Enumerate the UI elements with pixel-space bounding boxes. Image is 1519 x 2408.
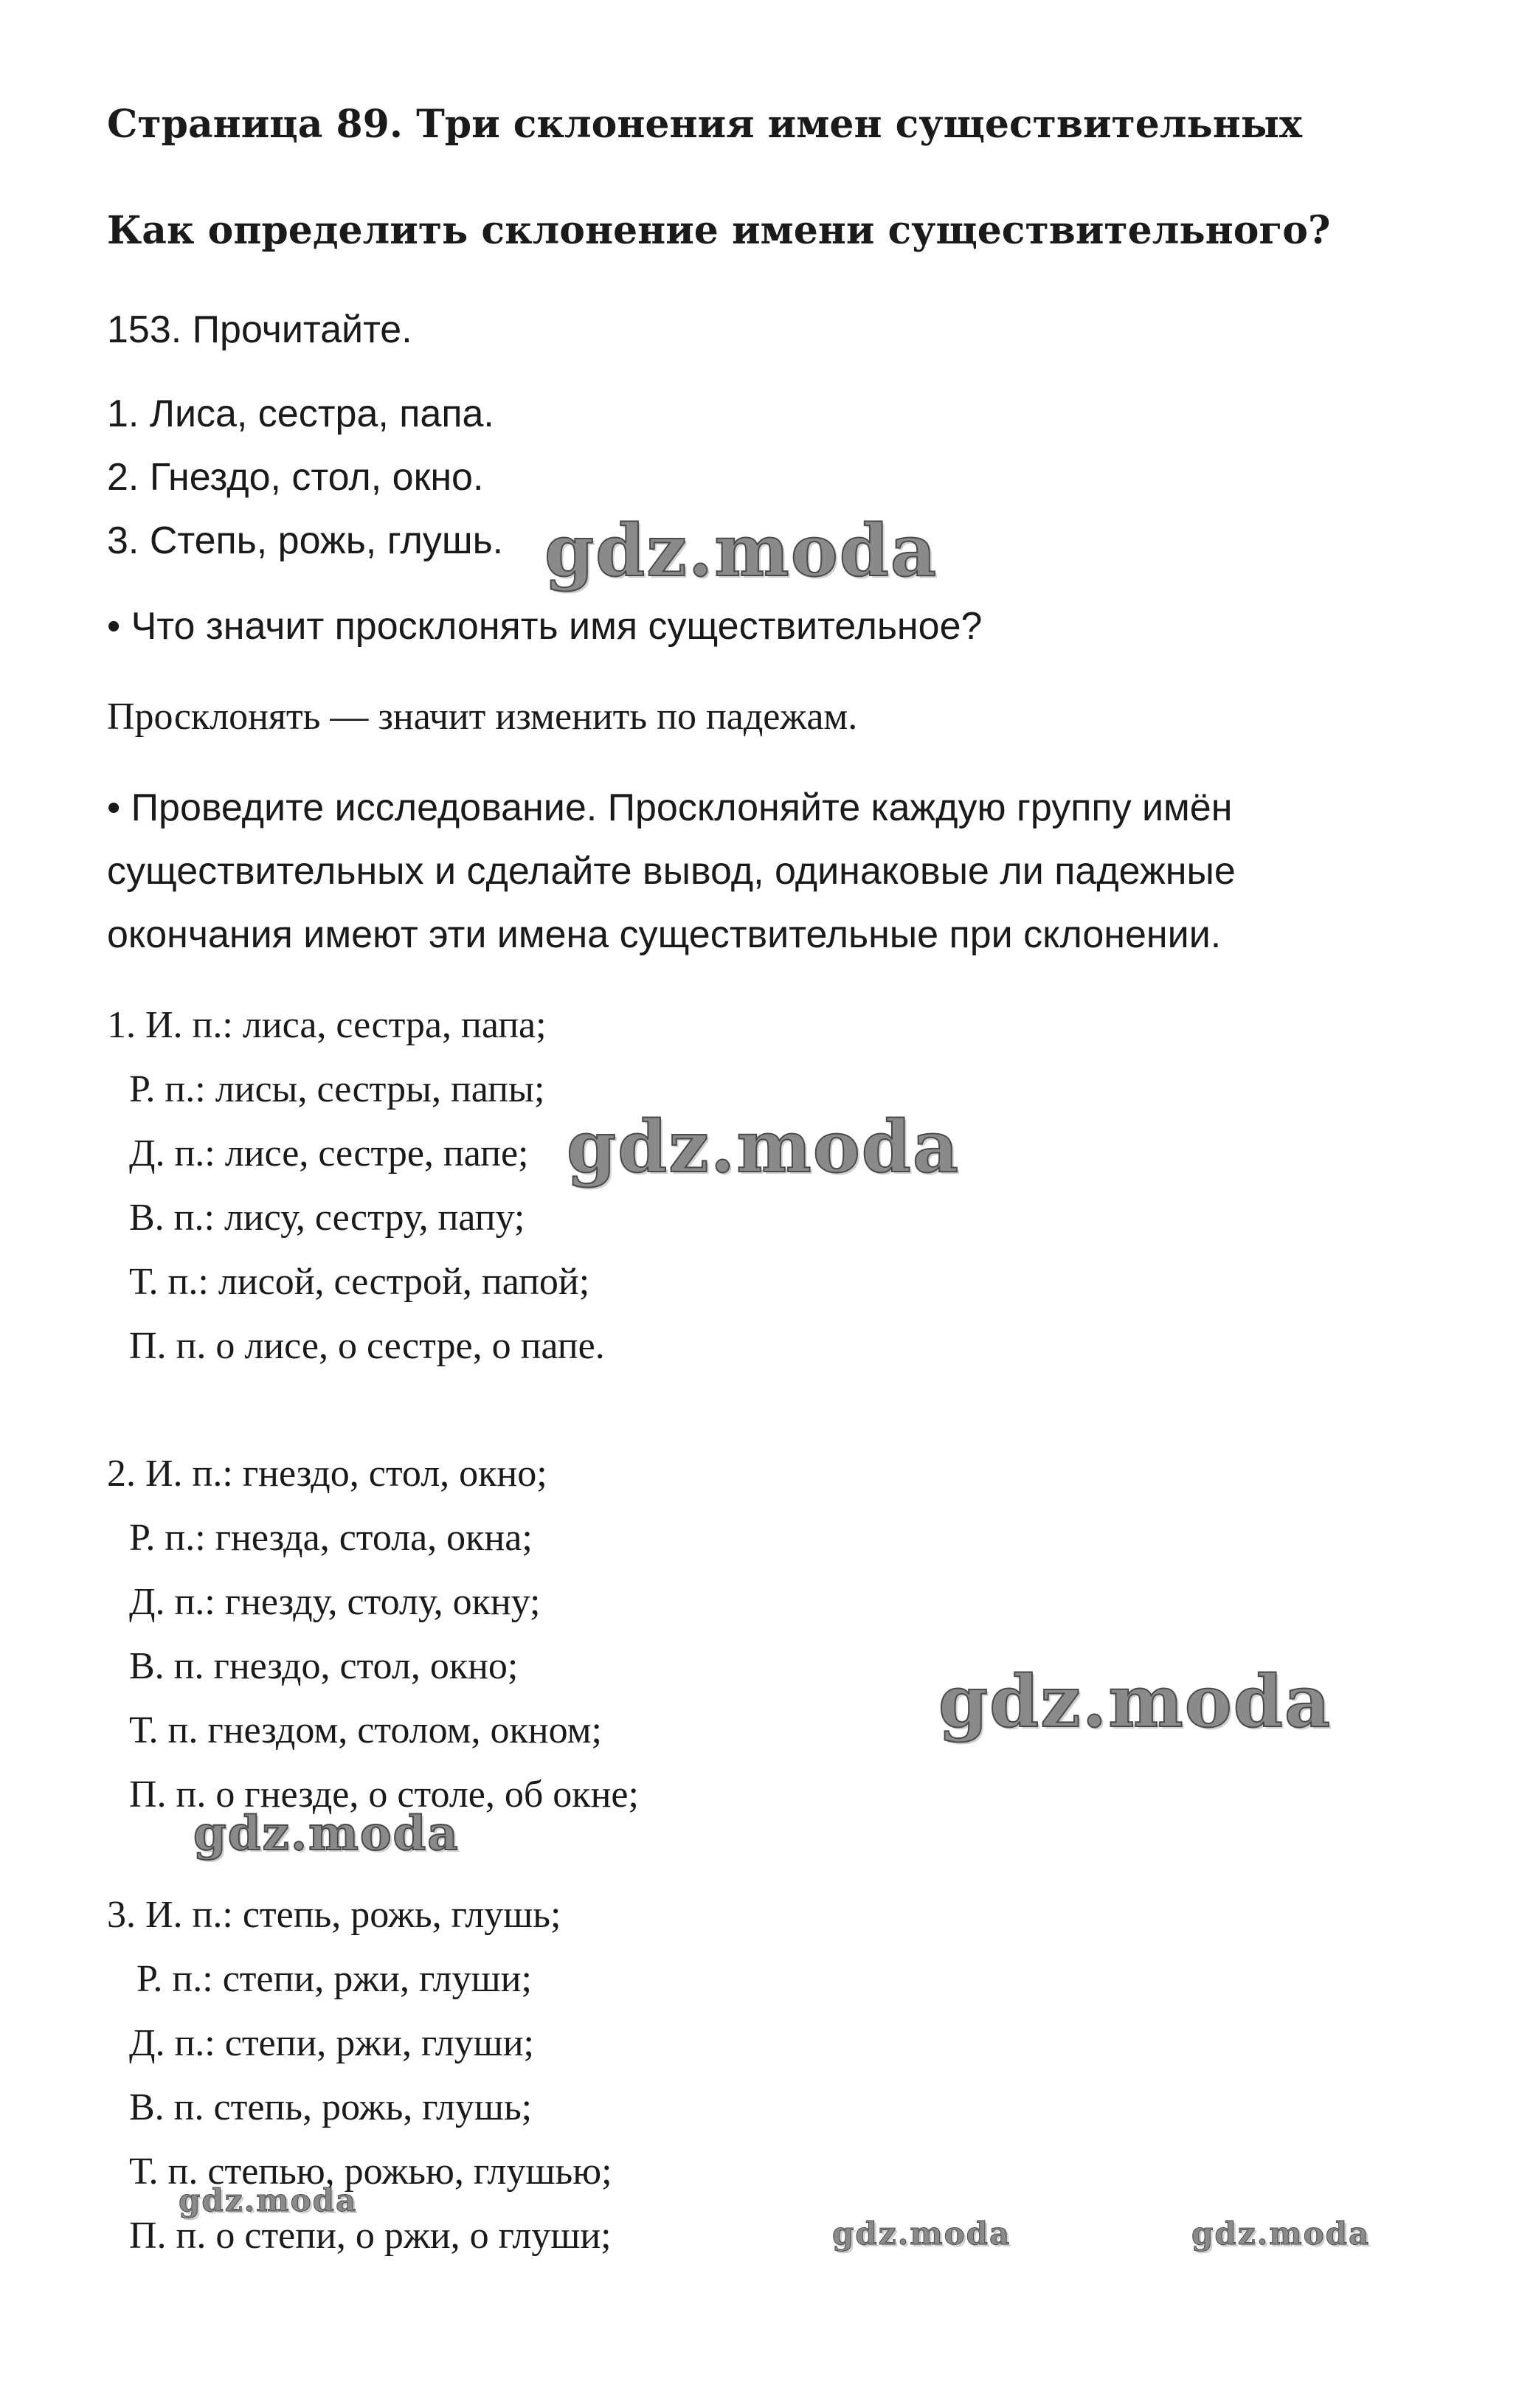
declension-1-line: Т. п.: лисой, сестрой, папой; xyxy=(129,1261,590,1303)
task-line: • Проведите исследование. Просклоняйте каждую группу имён xyxy=(107,786,1233,829)
declension-2-line: Т. п. гнездом, столом, окном; xyxy=(129,1709,602,1751)
declension-2-line: Р. п.: гнезда, стола, окна; xyxy=(129,1517,533,1559)
word-group-1: 1. Лиса, сестра, папа. xyxy=(107,392,494,435)
watermark-logo: gdz.moda xyxy=(179,2182,358,2218)
watermark-logo: gdz.moda xyxy=(544,509,938,592)
watermark-logo: gdz.moda xyxy=(567,1105,961,1189)
task-research xyxy=(107,776,1435,966)
declension-1-line: П. п. о лисе, о сестре, о папе. xyxy=(129,1325,605,1367)
question-decline: • Что значит просклонять имя существительное? xyxy=(107,605,983,648)
declension-3-line: В. п. степь, рожь, глушь; xyxy=(129,2086,533,2128)
watermark-logo: gdz.moda xyxy=(832,2215,1011,2252)
declension-3-line: Д. п.: степи, ржи, глуши; xyxy=(129,2022,534,2064)
declension-3-line: Т. п. степью, рожью, глушью; xyxy=(129,2151,612,2193)
section-question: Как определить склонение имени существительного? xyxy=(107,208,1331,253)
task-line: существительных и сделайте вывод, одинаковые ли падежные xyxy=(107,850,1236,893)
declension-3-line: 3. И. п.: степь, рожь, глушь; xyxy=(107,1894,561,1936)
declension-2-line: Д. п.: гнезду, столу, окну; xyxy=(129,1581,541,1623)
declension-1-line: В. п.: лису, сестру, папу; xyxy=(129,1197,525,1239)
task-line: окончания имеют эти имена существительные при склонении. xyxy=(107,913,1222,956)
declension-2-line: 2. И. п.: гнездо, стол, окно; xyxy=(107,1453,547,1495)
word-group-2: 2. Гнездо, стол, окно. xyxy=(107,456,484,499)
answer-decline: Просклонять — значит изменить по падежам. xyxy=(107,696,858,738)
declension-2-line: В. п. гнездо, стол, окно; xyxy=(129,1645,519,1687)
word-group-3: 3. Степь, рожь, глушь. xyxy=(107,519,504,562)
declension-2-line: П. п. о гнезде, о столе, об окне; xyxy=(129,1774,639,1816)
declension-3-line: Р. п.: степи, ржи, глуши; xyxy=(136,1958,532,2000)
watermark-logo: gdz.moda xyxy=(938,1660,1332,1743)
declension-1-line: Р. п.: лисы, сестры, папы; xyxy=(129,1068,545,1110)
watermark-logo: gdz.moda xyxy=(193,1806,460,1861)
declension-1-line: Д. п.: лисе, сестре, папе; xyxy=(129,1132,529,1174)
exercise-number: 153. Прочитайте. xyxy=(107,308,412,351)
declension-3-line: П. п. о степи, о ржи, о глуши; xyxy=(129,2215,612,2257)
watermark-logo: gdz.moda xyxy=(1191,2215,1371,2252)
declension-1-line: 1. И. п.: лиса, сестра, папа; xyxy=(107,1004,547,1046)
page-title: Страница 89. Три склонения имен существительных xyxy=(107,102,1302,147)
